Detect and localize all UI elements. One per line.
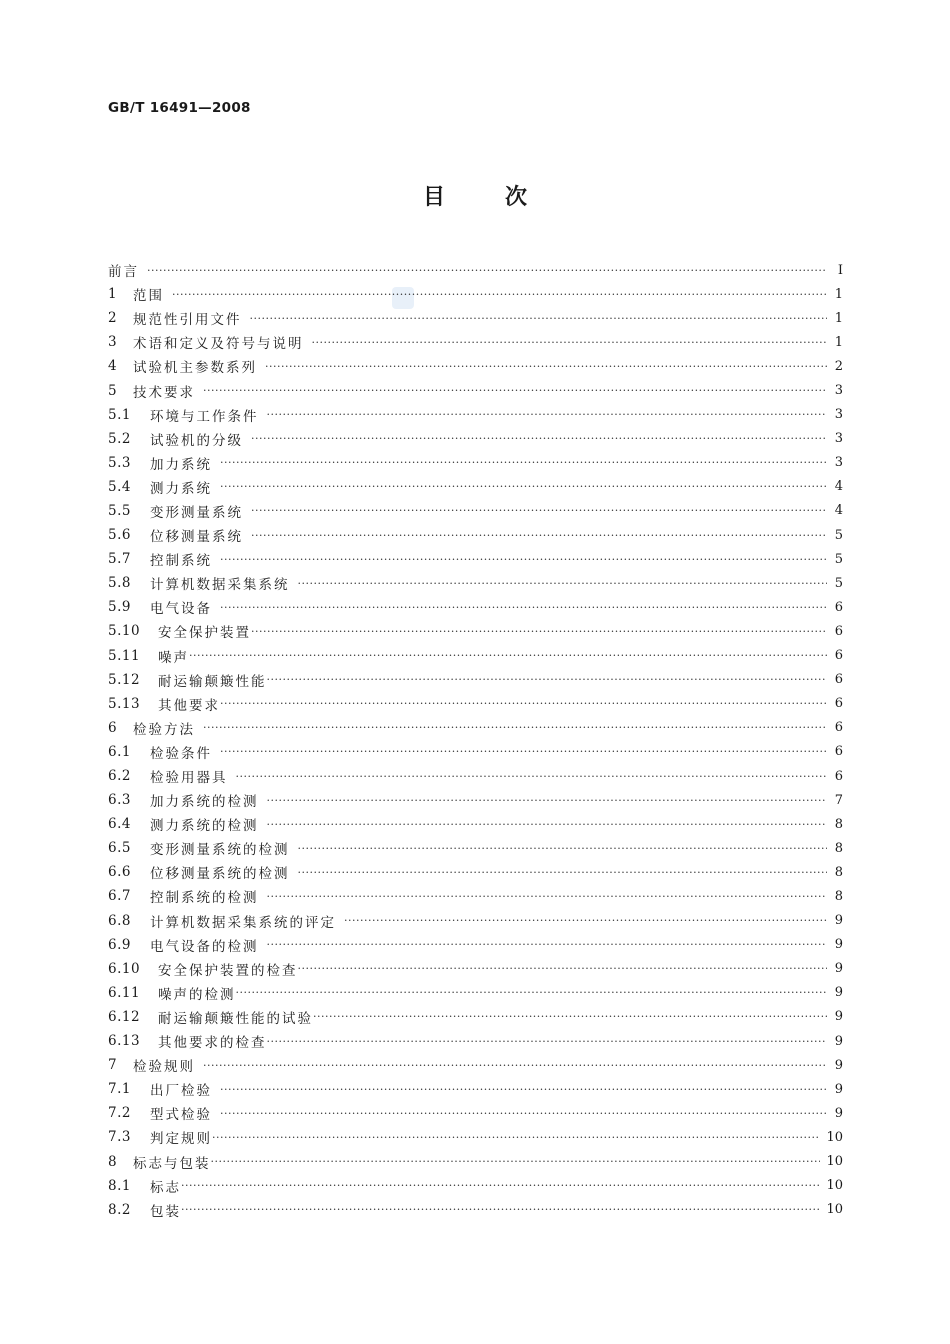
toc-entry[interactable] [108, 619, 843, 643]
toc-entry[interactable] [108, 1077, 843, 1101]
toc-entry-number: 8.2 [108, 1201, 131, 1218]
toc-entry-page: 9 [834, 913, 843, 929]
toc-leader-dots [181, 1179, 820, 1192]
toc-entry[interactable] [108, 933, 843, 957]
toc-entry-number: 6.1 [108, 743, 131, 760]
toc-entry-number: 2 [108, 310, 118, 327]
toc-entry-page: 3 [834, 455, 843, 471]
toc-entry[interactable] [108, 427, 843, 451]
toc-entry-number: 7.1 [108, 1081, 131, 1098]
toc-entry[interactable] [108, 547, 843, 571]
toc-entry-page: 9 [834, 985, 843, 1001]
toc-entry-title: 安全保护装置 [158, 625, 251, 642]
toc-entry[interactable] [108, 692, 843, 716]
toc-leader-dots [220, 601, 827, 614]
toc-entry-number: 8.1 [108, 1177, 131, 1194]
toc-entry-title: 测力系统 [150, 480, 212, 497]
toc-leader-dots [236, 770, 828, 783]
toc-leader-dots [220, 480, 827, 493]
toc-entry-title: 位移测量系统 [150, 529, 243, 546]
toc-leader-dots [147, 264, 827, 277]
toc-entry-number: 5.9 [108, 599, 131, 616]
toc-entry[interactable] [108, 1101, 843, 1125]
toc-entry-page: 8 [834, 888, 843, 904]
toc-entry[interactable] [108, 403, 843, 427]
toc-entry-number: 5.3 [108, 454, 131, 471]
toc-entry-number: 7.2 [108, 1105, 131, 1122]
toc-entry-title: 检验用器具 [150, 770, 228, 787]
toc-leader-dots [220, 697, 827, 710]
toc-leader-dots [203, 1059, 827, 1072]
toc-entry-page: 10 [826, 1202, 843, 1218]
toc-entry[interactable] [108, 788, 843, 812]
toc-entry[interactable] [108, 306, 843, 330]
toc-entry-number: 5.12 [108, 671, 141, 688]
toc-entry[interactable] [108, 1029, 843, 1053]
standard-code: GB/T 16491—2008 [108, 100, 251, 116]
toc-entry-title: 试验机主参数系列 [133, 360, 257, 377]
toc-entry-page: 9 [834, 1081, 843, 1097]
toc-entry-number: 6.3 [108, 792, 131, 809]
toc-entry[interactable] [108, 909, 843, 933]
toc-entry-number: 5.5 [108, 502, 131, 519]
toc-entry-title: 加力系统的检测 [150, 794, 259, 811]
toc-entry-number: 5.7 [108, 551, 131, 568]
toc-entry-page: 1 [834, 310, 843, 326]
toc-entry-title: 检验规则 [133, 1059, 195, 1076]
toc-entry-number: 5.1 [108, 406, 131, 423]
toc-entry[interactable] [108, 451, 843, 475]
toc-entry[interactable] [108, 812, 843, 836]
toc-entry-page: 4 [834, 479, 843, 495]
toc-leader-dots [267, 673, 828, 686]
toc-leader-dots [298, 962, 828, 975]
toc-leader-dots [251, 529, 827, 542]
toc-leader-dots [267, 1035, 828, 1048]
toc-leader-dots [344, 914, 827, 927]
toc-entry-title: 控制系统 [150, 553, 212, 570]
toc-entry-number: 5.6 [108, 527, 131, 544]
toc-entry-title: 变形测量系统 [150, 504, 243, 521]
toc-leader-dots [251, 432, 827, 445]
toc-entry-number: 5 [108, 382, 118, 399]
toc-entry-page: 9 [834, 1033, 843, 1049]
toc-leader-dots [189, 649, 827, 662]
toc-entry-title: 其他要求 [158, 697, 220, 714]
toc-entry-page: 1 [834, 334, 843, 350]
toc-entry-number: 6.6 [108, 864, 131, 881]
toc-entry[interactable] [108, 475, 843, 499]
toc-entry[interactable] [108, 523, 843, 547]
title-char-2: 次 [505, 185, 528, 210]
toc-entry-number: 7.3 [108, 1129, 131, 1146]
toc-entry[interactable] [108, 860, 843, 884]
toc-entry[interactable] [108, 330, 843, 354]
toc-entry-number: 6.10 [108, 960, 141, 977]
toc-entry-page: 1 [834, 286, 843, 302]
toc-entry-title: 位移测量系统的检测 [150, 866, 290, 883]
toc-entry-title: 型式检验 [150, 1107, 212, 1124]
toc-entry-number: 5.13 [108, 695, 141, 712]
toc-leader-dots [203, 721, 827, 734]
toc-leader-dots [265, 360, 827, 373]
toc-entry[interactable] [108, 258, 843, 282]
toc-leader-dots [220, 456, 827, 469]
toc-entry-page: 8 [834, 816, 843, 832]
toc-entry-title: 计算机数据采集系统的评定 [150, 914, 336, 931]
page-title [0, 180, 950, 211]
toc-entry-page: 10 [826, 1154, 843, 1170]
toc-entry[interactable] [108, 740, 843, 764]
toc-entry[interactable] [108, 282, 843, 306]
toc-leader-dots [236, 986, 828, 999]
toc-entry-title: 噪声 [158, 649, 189, 666]
toc-entry-title: 判定规则 [150, 1131, 212, 1148]
toc-entry-title: 耐运输颠簸性能 [158, 673, 267, 690]
toc-entry-title: 术语和定义及符号与说明 [133, 336, 304, 353]
toc-entry-title: 包装 [150, 1203, 181, 1220]
toc-entry-page: 9 [834, 1105, 843, 1121]
toc-entry[interactable] [108, 1174, 843, 1198]
toc-entry[interactable] [108, 1053, 843, 1077]
toc-entry-title: 噪声的检测 [158, 986, 236, 1003]
toc-entry[interactable] [108, 1198, 843, 1222]
toc-leader-dots [220, 553, 827, 566]
toc-entry-page: 9 [834, 1057, 843, 1073]
toc-entry-page: 6 [834, 648, 843, 664]
toc-entry-title: 环境与工作条件 [150, 408, 259, 425]
toc-entry-page: 3 [834, 407, 843, 423]
toc-leader-dots [251, 504, 827, 517]
toc-leader-dots [267, 890, 828, 903]
toc-entry-page: 8 [834, 864, 843, 880]
toc-entry-page: 9 [834, 937, 843, 953]
toc-entry-number: 6.12 [108, 1008, 141, 1025]
toc-entry-number: 5.4 [108, 478, 131, 495]
toc-leader-dots [220, 1107, 827, 1120]
toc-entry-page: 8 [834, 840, 843, 856]
toc-entry-number: 6.11 [108, 984, 141, 1001]
toc-entry[interactable] [108, 957, 843, 981]
toc-leader-dots [220, 745, 827, 758]
toc-entry-number: 6.7 [108, 888, 131, 905]
toc-leader-dots [250, 312, 828, 325]
toc-entry-title: 加力系统 [150, 456, 212, 473]
toc-leader-dots [312, 336, 828, 349]
toc-entry-number: 6.8 [108, 912, 131, 929]
toc-entry-number: 6.9 [108, 936, 131, 953]
toc-leader-dots [172, 288, 827, 301]
toc-entry[interactable] [108, 644, 843, 668]
toc-entry-title: 测力系统的检测 [150, 818, 259, 835]
toc-entry-page: 9 [834, 1009, 843, 1025]
toc-entry-number: 3 [108, 334, 118, 351]
toc-entry-title: 耐运输颠簸性能的试验 [158, 1010, 313, 1027]
toc-entry[interactable] [108, 1125, 843, 1149]
toc-entry[interactable] [108, 378, 843, 402]
toc-entry-page: 3 [834, 431, 843, 447]
toc-entry-page: 5 [834, 527, 843, 543]
toc-entry-page: 5 [834, 575, 843, 591]
toc-entry-title: 安全保护装置的检查 [158, 962, 298, 979]
toc-entry-title: 范围 [133, 288, 164, 305]
toc-entry-title: 标志 [150, 1179, 181, 1196]
toc-entry-title: 控制系统的检测 [150, 890, 259, 907]
toc-entry-page: 6 [834, 623, 843, 639]
toc-entry[interactable] [108, 1149, 843, 1173]
toc-entry-title: 电气设备的检测 [150, 938, 259, 955]
toc-entry[interactable] [108, 595, 843, 619]
toc-leader-dots [298, 866, 828, 879]
toc-entry-number: 5.10 [108, 623, 141, 640]
toc-entry-title: 标志与包装 [133, 1155, 211, 1172]
toc-entry-page: 9 [834, 961, 843, 977]
toc-entry-title: 检验方法 [133, 721, 195, 738]
toc-entry-page: 10 [826, 1129, 843, 1145]
toc-leader-dots [181, 1203, 820, 1216]
toc-entry-title: 计算机数据采集系统 [150, 577, 290, 594]
toc-entry[interactable] [108, 836, 843, 860]
toc-entry-title: 其他要求的检查 [158, 1035, 267, 1052]
toc-entry-page: 5 [834, 551, 843, 567]
toc-entry[interactable] [108, 571, 843, 595]
title-char-1: 目 [422, 185, 445, 210]
toc-entry-number: 5.8 [108, 575, 131, 592]
toc-entry-page: 6 [834, 720, 843, 736]
toc-leader-dots [212, 1131, 820, 1144]
toc-entry-number: 5.11 [108, 647, 141, 664]
toc-entry-number: 6.5 [108, 840, 131, 857]
toc-entry-title: 检验条件 [150, 745, 212, 762]
toc-entry-number: 6.4 [108, 816, 131, 833]
toc-entry[interactable] [108, 716, 843, 740]
toc-leader-dots [298, 842, 828, 855]
toc-entry-number: 5.2 [108, 430, 131, 447]
toc-entry-number: 4 [108, 358, 118, 375]
toc-entry-page: 6 [834, 696, 843, 712]
toc-entry[interactable] [108, 981, 843, 1005]
toc-entry-page: 4 [834, 503, 843, 519]
toc-leader-dots [267, 938, 828, 951]
toc-entry-page: 3 [834, 383, 843, 399]
toc-entry-page: 6 [834, 672, 843, 688]
toc-entry-number: 6.2 [108, 768, 131, 785]
toc-entry-title: 变形测量系统的检测 [150, 842, 290, 859]
toc-entry[interactable] [108, 354, 843, 378]
toc-leader-dots [267, 408, 828, 421]
toc-entry-number: 6.13 [108, 1033, 141, 1050]
toc-entry-page: Ⅰ [837, 262, 843, 278]
toc-entry-page: 6 [834, 599, 843, 615]
toc-leader-dots [211, 1155, 821, 1168]
toc-leader-dots [251, 625, 827, 638]
toc-entry-number: 1 [108, 286, 118, 303]
toc-entry-number: 8 [108, 1153, 118, 1170]
toc-entry-title: 规范性引用文件 [133, 312, 242, 329]
toc-entry-title: 技术要求 [133, 384, 195, 401]
toc-entry-title: 出厂检验 [150, 1083, 212, 1100]
toc-leader-dots [298, 577, 828, 590]
toc-leader-dots [203, 384, 827, 397]
toc-entry[interactable] [108, 499, 843, 523]
toc-leader-dots [313, 1010, 827, 1023]
toc-leader-dots [267, 794, 828, 807]
toc-entry-title: 试验机的分级 [150, 432, 243, 449]
toc-entry-number: 6 [108, 719, 118, 736]
toc-entry[interactable] [108, 884, 843, 908]
toc-entry-title: 前言 [108, 264, 139, 281]
table-of-contents [108, 258, 843, 1222]
toc-leader-dots [267, 818, 828, 831]
toc-entry-page: 6 [834, 768, 843, 784]
toc-entry[interactable] [108, 764, 843, 788]
toc-entry[interactable] [108, 1005, 843, 1029]
toc-entry[interactable] [108, 668, 843, 692]
toc-leader-dots [220, 1083, 827, 1096]
toc-entry-page: 7 [834, 792, 843, 808]
toc-entry-number: 7 [108, 1057, 118, 1074]
toc-entry-page: 10 [826, 1178, 843, 1194]
toc-entry-title: 电气设备 [150, 601, 212, 618]
toc-entry-page: 2 [834, 358, 843, 374]
toc-entry-page: 6 [834, 744, 843, 760]
